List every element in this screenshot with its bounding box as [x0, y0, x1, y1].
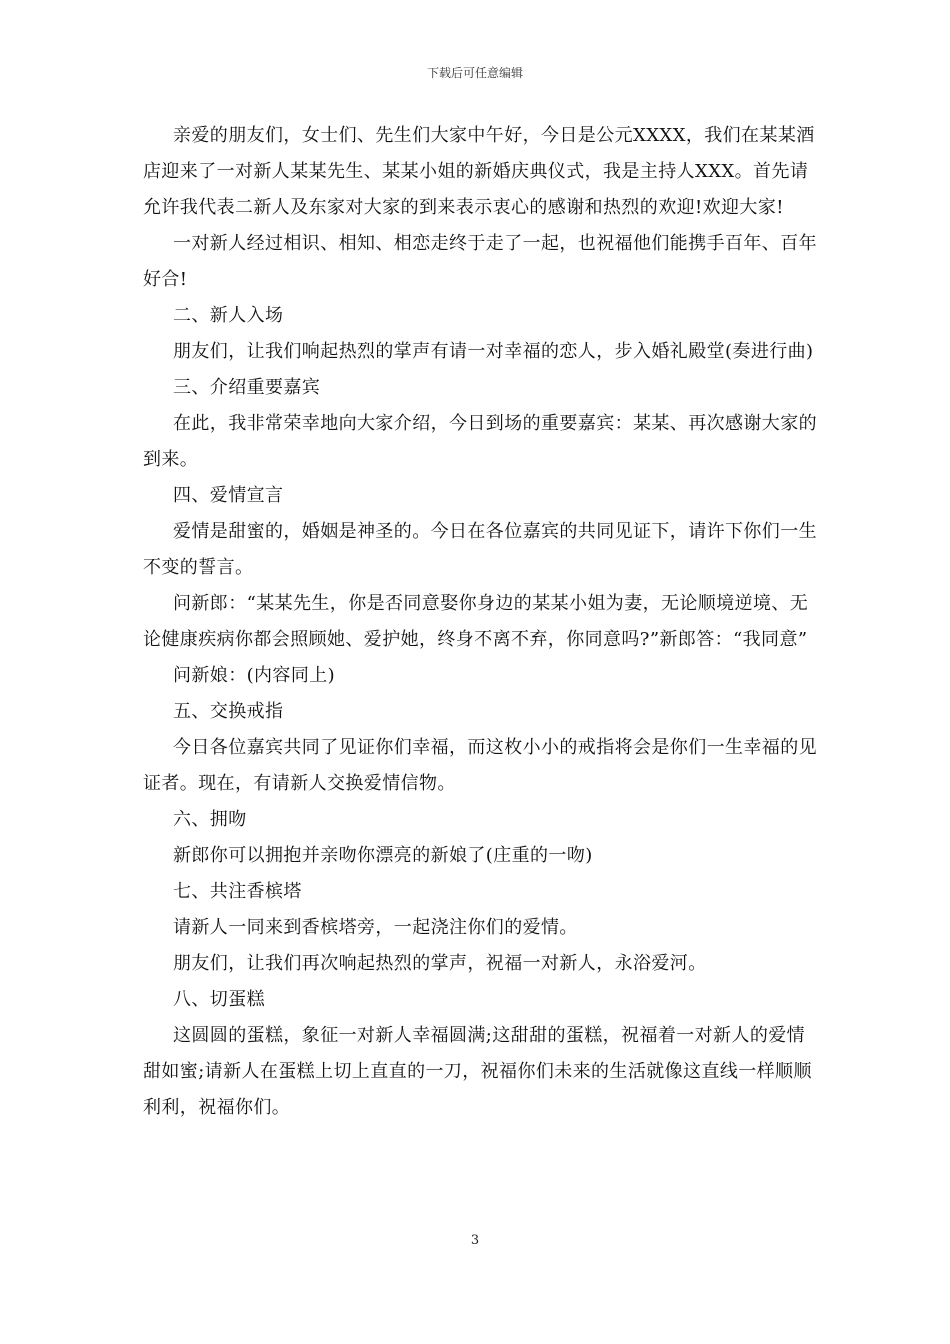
- page-header: 下载后可任意编辑: [426, 66, 523, 80]
- paragraph-guests: 在此，我非常荣幸地向大家介绍，今日到场的重要嘉宾：某某、再次感谢大家的到来。: [143, 413, 817, 470]
- paragraph-applause: 朋友们，让我们再次响起热烈的掌声，祝福一对新人，永浴爱河。: [173, 953, 707, 974]
- section-heading-kiss: 六、拥吻: [173, 809, 247, 830]
- paragraph-cake: 这圆圆的蛋糕，象征一对新人幸福圆满;这甜甜的蛋糕，祝福着一对新人的爱情甜如蜜;请新人在蛋糕上切上直直的一刀，祝福你们未来的生活就像这直线一样顺顺利利，祝福你们。: [143, 1025, 812, 1118]
- paragraph-champagne: 请新人一同来到香槟塔旁，一起浇注你们的爱情。: [173, 917, 578, 938]
- section-heading-vows: 四、爱情宣言: [173, 485, 284, 506]
- paragraph-kiss: 新郎你可以拥抱并亲吻你漂亮的新娘了(庄重的一吻): [173, 845, 593, 866]
- paragraph-bride-question: 问新娘：(内容同上): [173, 665, 336, 686]
- paragraph-groom-question: 问新郎：“某某先生，你是否同意娶你身边的某某小姐为妻，无论顺境逆境、无论健康疾病你都会照顾她、爱护她，终身不离不弃，你同意吗?”新郎答：“我同意”: [143, 593, 809, 650]
- section-heading-champagne: 七、共注香槟塔: [173, 881, 302, 902]
- paragraph-rings: 今日各位嘉宾共同了见证你们幸福，而这枚小小的戒指将会是你们一生幸福的见证者。现在，有请新人交换爱情信物。: [143, 737, 817, 794]
- paragraph-vows: 爱情是甜蜜的，婚姻是神圣的。今日在各位嘉宾的共同见证下，请许下你们一生不变的誓言。: [143, 521, 817, 578]
- section-heading-guests: 三、介绍重要嘉宾: [173, 377, 321, 398]
- paragraph-opening: 亲爱的朋友们，女士们、先生们大家中午好，今日是公元XXXX，我们在某某酒店迎来了一对新人某某先生、某某小姐的新婚庆典仪式，我是主持人XXX。首先请允许我代表二新人及东家对大家的到来表示衷心的感谢和热烈的欢迎!欢迎大家!: [143, 125, 815, 218]
- section-heading-entrance: 二、新人入场: [173, 305, 284, 326]
- page-number: 3: [470, 1233, 480, 1248]
- document-body: [143, 118, 823, 1126]
- paragraph-entrance: 朋友们，让我们响起热烈的掌声有请一对幸福的恋人，步入婚礼殿堂(奏进行曲): [173, 341, 814, 362]
- section-heading-cake: 八、切蛋糕: [173, 989, 265, 1010]
- section-heading-rings: 五、交换戒指: [173, 701, 284, 722]
- paragraph-blessing: 一对新人经过相识、相知、相恋走终于走了一起，也祝福他们能携手百年、百年好合!: [143, 233, 817, 290]
